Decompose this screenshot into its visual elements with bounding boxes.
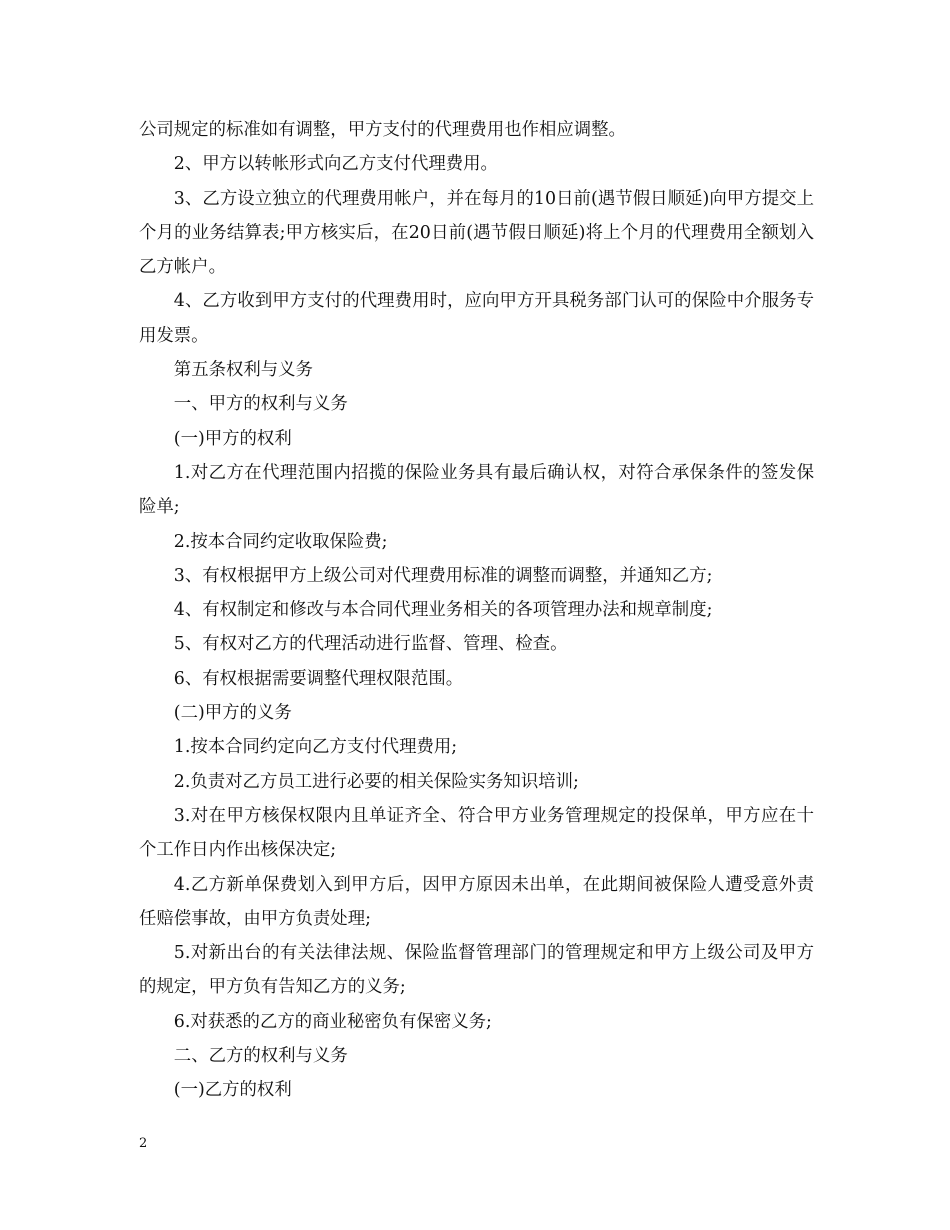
page-number: 2 [139, 1136, 148, 1151]
subsection-heading: (二)甲方的义务 [173, 703, 292, 724]
list-item: 2.负责对乙方员工进行必要的相关保险实务知识培训; [173, 771, 579, 792]
paragraph: 2、甲方以转帐形式向乙方支付代理费用。 [173, 154, 498, 175]
list-item: 3.对在甲方核保权限内且单证齐全、符合甲方业务管理规定的投保单，甲方应在十个工作日内作出核保决定; [139, 805, 814, 861]
list-item: 3、有权根据甲方上级公司对代理费用标准的调整而调整，并通知乙方; [173, 565, 713, 586]
subsection-heading: (一)甲方的权利 [173, 428, 292, 449]
list-item: 4、有权制定和修改与本合同代理业务相关的各项管理办法和规章制度; [173, 600, 713, 621]
paragraph: 4、乙方收到甲方支付的代理费用时，应向甲方开具税务部门认可的保险中介服务专用发票。 [139, 291, 814, 346]
list-item: 6.对获悉的乙方的商业秘密负有保密义务; [173, 1011, 492, 1032]
subsection-heading: 二、乙方的权利与义务 [173, 1046, 348, 1067]
list-item: 1.按本合同约定向乙方支付代理费用; [173, 737, 458, 758]
list-item: 5、有权对乙方的代理活动进行监督、管理、检查。 [173, 634, 568, 655]
list-item: 6、有权根据需要调整代理权限范围。 [173, 668, 464, 689]
section-heading: 第五条权利与义务 [173, 360, 313, 381]
subsection-heading: (一)乙方的权利 [173, 1080, 292, 1101]
paragraph: 公司规定的标准如有调整，甲方支付的代理费用也作相应调整。 [139, 120, 626, 140]
list-item: 2.按本合同约定收取保险费; [173, 531, 388, 552]
subsection-heading: 一、甲方的权利与义务 [173, 394, 348, 415]
paragraph: 3、乙方设立独立的代理费用帐户，并在每月的10日前(遇节假日顺延)向甲方提交上个月的业务结算表;甲方核实后，在20日前(遇节假日顺延)将上个月的代理费用全额划入乙方帐户。 [139, 188, 814, 278]
list-item: 5.对新出台的有关法律法规、保险监督管理部门的管理规定和甲方上级公司及甲方的规定，甲方负有告知乙方的义务; [139, 943, 814, 998]
list-item: 1.对乙方在代理范围内招揽的保险业务具有最后确认权，对符合承保条件的签发保险单; [139, 462, 814, 518]
list-item: 4.乙方新单保费划入到甲方后，因甲方原因未出单，在此期间被保险人遭受意外责任赔偿事故，由甲方负责处理; [139, 874, 814, 929]
document-body [139, 113, 814, 1108]
